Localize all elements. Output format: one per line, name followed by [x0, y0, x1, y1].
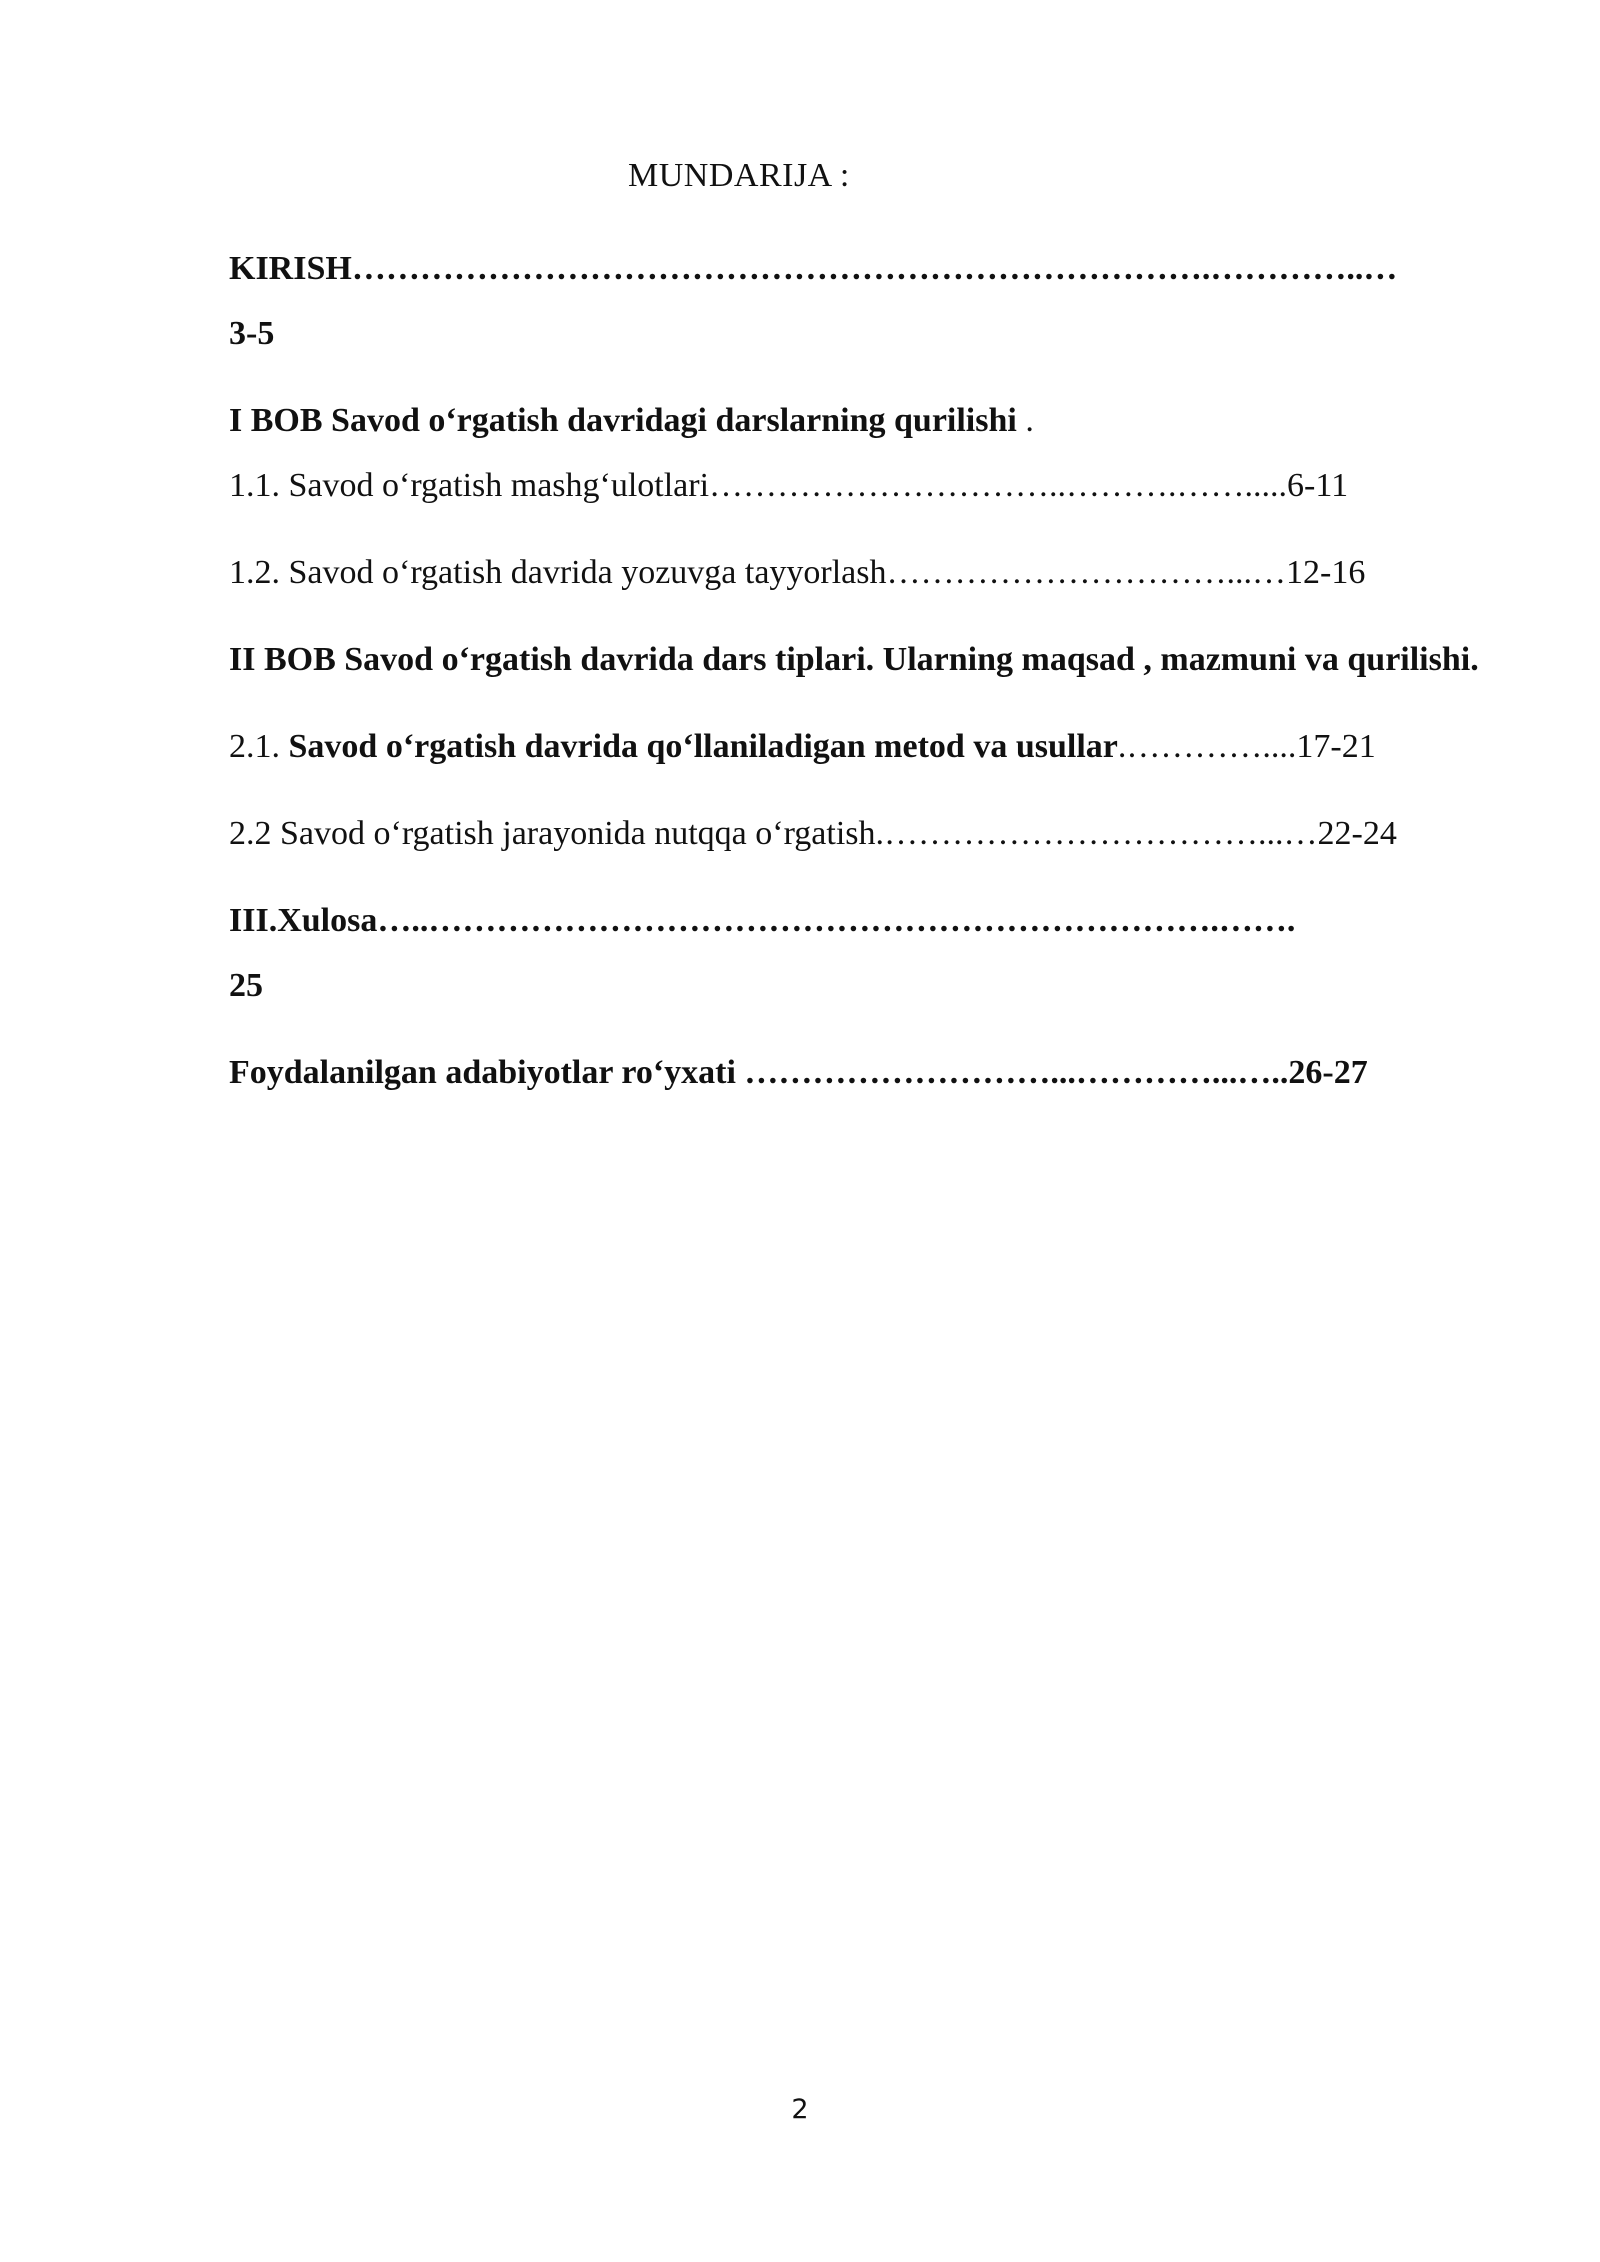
toc-entry-leader: …………………………...…: [886, 554, 1287, 591]
toc-entry-bob2: [229, 627, 1487, 692]
chapter-heading-trailing: .: [1016, 402, 1034, 439]
toc-entry-number: 1.1.: [229, 467, 289, 504]
toc-entry-bob1: [229, 388, 1487, 453]
toc-entry-label: Foydalanilgan adabiyotlar ro‘yxati: [229, 1054, 745, 1091]
toc-entry-leader: ………………………………………………………………….…………..…: [351, 250, 1398, 287]
toc-entry-2-1: [229, 714, 1487, 779]
toc-entry-leader: ………………………...…………...…..: [744, 1054, 1289, 1091]
toc-entry-leader: .…………....: [1117, 728, 1297, 765]
toc-entry-pages: 6-11: [1287, 467, 1349, 504]
page-title: MUNDARIJA :: [628, 157, 850, 194]
toc-entry-pages: 17-21: [1296, 728, 1376, 765]
toc-entry-label: KIRISH: [229, 250, 352, 287]
toc-entry-pages: 26-27: [1288, 1054, 1368, 1091]
toc-entry-leader: ……………………………...…: [884, 815, 1318, 852]
toc-entry-label: III.Xulosa: [229, 902, 378, 939]
toc-entry-label: Savod o‘rgatish davrida qo‘llaniladigan metod va usullar: [288, 728, 1118, 765]
toc-entry-2-2: [229, 801, 1487, 866]
toc-entry-leader: …………………………..……….…….....: [709, 467, 1288, 504]
toc-entry-leader: …..…………………………………………………………….…….: [377, 902, 1296, 939]
page-number: 2: [791, 2094, 809, 2125]
chapter-heading: II BOB Savod o‘rgatish davrida dars tiplari. Ularning maqsad , mazmuni va qurilishi.: [229, 641, 1479, 678]
toc-entry-label: Savod o‘rgatish davrida yozuvga tayyorlash: [288, 554, 887, 591]
toc-entry-label: Savod o‘rgatish mashg‘ulotlari: [288, 467, 710, 504]
toc-entry-pages: 3-5: [229, 315, 275, 352]
toc-entry-kirish: [229, 236, 1487, 366]
toc-entry-adabiyot: [229, 1040, 1487, 1105]
toc-entry-xulosa: [229, 888, 1487, 1018]
toc-entry-label: Savod o‘rgatish jarayonida nutqqa o‘rgatish.: [280, 815, 885, 852]
toc-entry-pages: 25: [229, 967, 263, 1004]
toc-entry-pages: 12-16: [1286, 554, 1366, 591]
table-of-contents: [229, 236, 1487, 1105]
chapter-heading: I BOB Savod o‘rgatish davridagi darslarning qurilishi: [229, 402, 1017, 439]
toc-entry-pages: 22-24: [1317, 815, 1397, 852]
toc-entry-1-2: [229, 540, 1487, 605]
toc-entry-number: 2.2: [229, 815, 280, 852]
toc-entry-number: 1.2.: [229, 554, 289, 591]
toc-entry-number: 2.1.: [229, 728, 289, 765]
toc-entry-1-1: [229, 453, 1487, 518]
